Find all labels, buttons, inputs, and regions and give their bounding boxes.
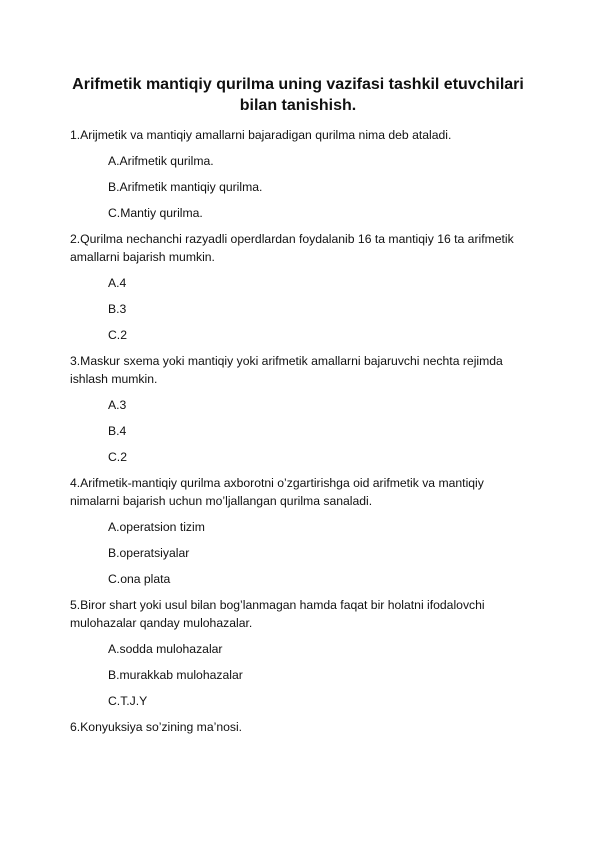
answer-option-a: A.sodda mulohazalar: [108, 642, 223, 656]
answer-option-b: B.3: [108, 302, 127, 316]
answer-option-b: B.Arifmetik mantiqiy qurilma.: [108, 180, 263, 194]
question-text: 1.Arijmetik va mantiqiy amallarni bajaradigan qurilma nima deb ataladi.: [70, 128, 452, 142]
question-text: 2.Qurilma nechanchi razyadli operdlardan foydalanib 16 ta mantiqiy 16 ta arifmetik amallarni bajarish mumkin.: [70, 232, 514, 264]
question-2: [70, 230, 526, 344]
answer-option-a: A.3: [108, 398, 127, 412]
question-6: [70, 718, 526, 736]
answer-option-c: C.ona plata: [108, 572, 171, 586]
document-title: Arifmetik mantiqiy qurilma uning vazifasi tashkil etuvchilari bilan tanishish.: [72, 76, 524, 114]
answer-option-c: C.2: [108, 328, 127, 342]
answer-option-a: A.operatsion tizim: [108, 520, 205, 534]
question-text: 4.Arifmetik-mantiqiy qurilma axborotni o’zgartirishga oid arifmetik va mantiqiy nimalarni bajarish uchun mo’ljallangan qurilma sanaladi.: [70, 476, 484, 508]
question-4: [70, 474, 526, 588]
question-text: 3.Maskur sxema yoki mantiqiy yoki arifmetik amallarni bajaruvchi nechta rejimda ishlash mumkin.: [70, 354, 503, 386]
answer-option-c: C.Mantiy qurilma.: [108, 206, 203, 220]
answer-option-b: B.operatsiyalar: [108, 546, 190, 560]
answer-option-a: A.Arifmetik qurilma.: [108, 154, 214, 168]
answer-option-c: C.2: [108, 450, 127, 464]
question-3: [70, 352, 526, 466]
question-5: [70, 596, 526, 710]
question-text: 6.Konyuksiya so’zining ma’nosi.: [70, 720, 243, 734]
answer-option-a: A.4: [108, 276, 127, 290]
question-1: [70, 126, 526, 222]
answer-option-b: B.4: [108, 424, 127, 438]
answer-option-c: C.T.J.Y: [108, 694, 148, 708]
question-text: 5.Biror shart yoki usul bilan bog’lanmagan hamda faqat bir holatni ifodalovchi mulohazalar qanday mulohazalar.: [70, 598, 485, 630]
answer-option-b: B.murakkab mulohazalar: [108, 668, 243, 682]
